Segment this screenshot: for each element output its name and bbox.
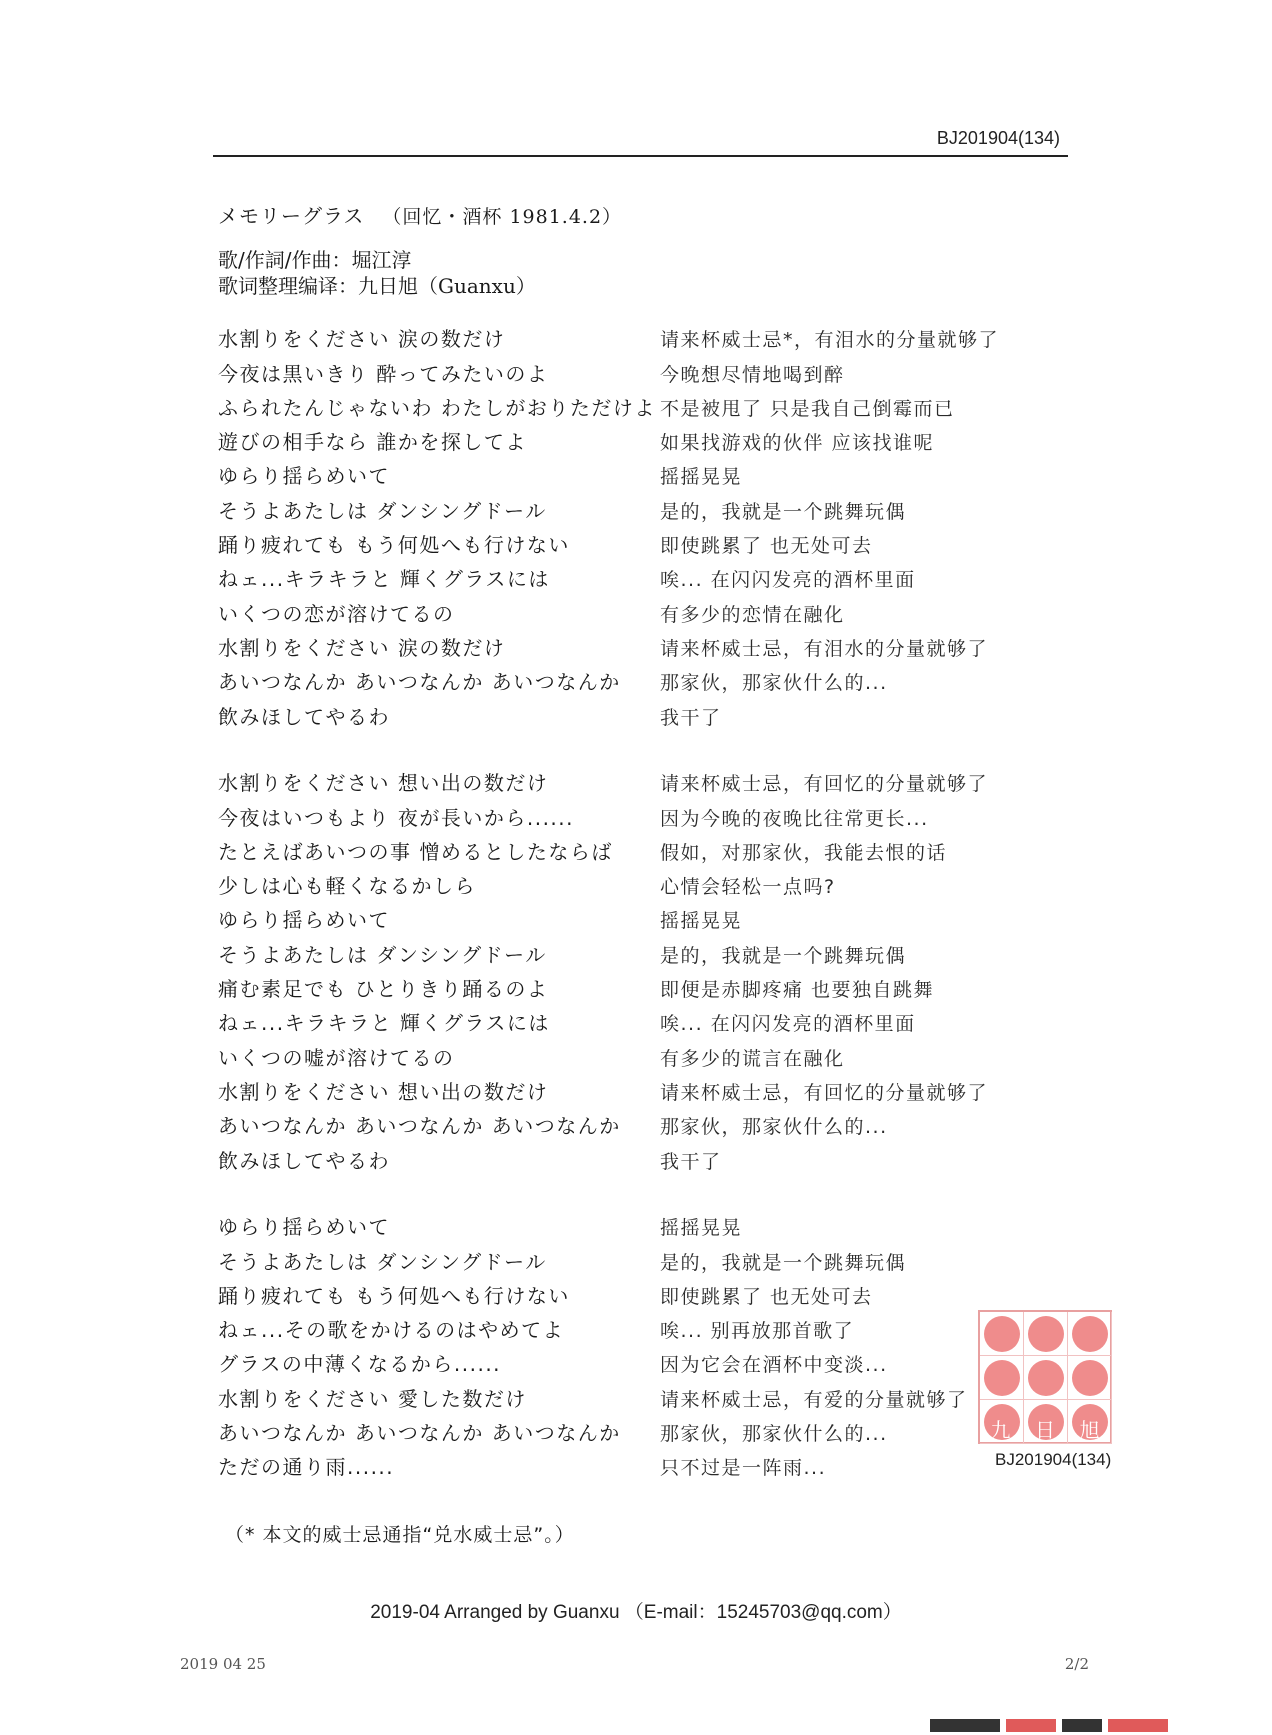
lyric-japanese: 遊びの相手なら 誰かを探してよ (218, 430, 527, 455)
lyric-japanese: グラスの中薄くなるから...... (218, 1352, 502, 1377)
page-number: 2/2 (1064, 1655, 1089, 1673)
lyric-line (218, 1313, 1018, 1347)
lyric-japanese: 踊り疲れても もう何処へも行けない (218, 1283, 570, 1308)
lyric-line (218, 1450, 1018, 1484)
lyric-chinese: 请来杯威士忌，有回忆的分量就够了 (660, 773, 989, 796)
seal-cell (980, 1312, 1024, 1356)
lyric-line (218, 1006, 1018, 1040)
lyric-line (218, 1143, 1018, 1177)
seal-cell (980, 1356, 1024, 1400)
lyric-chinese: 即使跳累了 也无处可去 (660, 535, 873, 558)
lyric-chinese: 即使跳累了 也无处可去 (660, 1285, 873, 1308)
lyric-chinese: 请来杯威士忌，有爱的分量就够了 (660, 1388, 968, 1411)
lyric-japanese: 水割りをください 涙の数だけ (218, 635, 506, 660)
seal-stamp-id: BJ201904(134) (995, 1450, 1112, 1469)
lyric-line (218, 800, 1018, 834)
credit-label: 歌/作詞/作曲： (218, 248, 352, 272)
lyric-chinese: 唉... 在闪闪发亮的酒杯里面 (660, 569, 916, 592)
seal-stamp-chars (978, 1414, 1112, 1443)
stanza-2 (218, 766, 1018, 1178)
lyric-line (218, 1244, 1018, 1278)
song-title (218, 200, 622, 229)
lyric-japanese: あいつなんか あいつなんか あいつなんか (218, 1421, 621, 1446)
lyric-japanese: そうよあたしは ダンシングドール (218, 942, 547, 967)
stanza-1 (218, 322, 1018, 734)
seal-cell (1024, 1312, 1068, 1356)
lyric-chinese: 不是被甩了 只是我自己倒霉而已 (660, 397, 955, 420)
lyric-chinese: 有多少的恋情在融化 (660, 603, 845, 626)
lyric-line (218, 493, 1018, 527)
lyric-chinese: 今晚想尽情地喝到醉 (660, 363, 845, 386)
lyric-chinese: 那家伙，那家伙什么的... (660, 1423, 888, 1446)
lyric-chinese: 因为它会在酒杯中变淡... (660, 1354, 888, 1377)
lyric-chinese: 心情会轻松一点吗? (660, 876, 836, 899)
lyric-japanese: 水割りをください 愛した数だけ (218, 1386, 527, 1411)
lyric-chinese: 是的，我就是一个跳舞玩偶 (660, 500, 907, 523)
lyric-line (218, 665, 1018, 699)
lyric-line (218, 1109, 1018, 1143)
lyric-japanese: ゆらり揺らめいて (218, 908, 390, 933)
seal-dot (984, 1316, 1020, 1352)
lyric-chinese: 是的，我就是一个跳舞玩偶 (660, 1251, 907, 1274)
lyric-japanese: そうよあたしは ダンシングドール (218, 498, 547, 523)
seal-char: 旭 (1079, 1418, 1100, 1442)
lyric-chinese: 因为今晚的夜晚比往常更长... (660, 807, 929, 830)
credit-value: 九日旭（Guanxu） (358, 274, 536, 298)
lyric-japanese: 今夜はいつもより 夜が長いから...... (218, 805, 575, 830)
seal-cell (1024, 1356, 1068, 1400)
lyric-line (218, 1416, 1018, 1450)
lyric-japanese: ふられたんじゃないわ わたしがおりただけよ (218, 395, 656, 420)
lyric-japanese: あいつなんか あいつなんか あいつなんか (218, 670, 621, 695)
print-date: 2019 04 25 (180, 1655, 266, 1673)
lyric-japanese: 痛む素足でも ひとりきり踊るのよ (218, 977, 549, 1002)
lyric-line (218, 322, 1018, 356)
lyric-japanese: いくつの恋が溶けてるの (218, 601, 455, 626)
lyric-line (218, 766, 1018, 800)
lyric-line (218, 1075, 1018, 1109)
lyric-line (218, 391, 1018, 425)
seal-char: 九 (990, 1418, 1011, 1442)
stanza-3 (218, 1210, 1018, 1484)
song-title-main: メモリーグラス (218, 204, 365, 228)
lyric-line (218, 459, 1018, 493)
lyric-japanese: 水割りをください 想い出の数だけ (218, 1079, 549, 1104)
lyric-chinese: 摇摇晃晃 (660, 466, 743, 489)
lyric-japanese: 水割りをください 涙の数だけ (218, 327, 506, 352)
lyric-chinese: 是的，我就是一个跳舞玩偶 (660, 944, 907, 967)
lyric-japanese: そうよあたしは ダンシングドール (218, 1249, 547, 1274)
lyric-chinese: 请来杯威士忌，有泪水的分量就够了 (660, 637, 989, 660)
lyric-chinese: 请来杯威士忌，有回忆的分量就够了 (660, 1081, 989, 1104)
bottom-logo-fragment (930, 1718, 1210, 1732)
credit-value: 堀江淳 (351, 248, 412, 272)
seal-char: 日 (1034, 1418, 1055, 1442)
lyric-line (218, 1347, 1018, 1381)
lyric-chinese: 即便是赤脚疼痛 也要独自跳舞 (660, 979, 935, 1002)
lyric-japanese: ねェ...キラキラと 輝くグラスには (218, 567, 550, 592)
seal-dot (984, 1360, 1020, 1396)
lyric-line (218, 425, 1018, 459)
lyric-line (218, 972, 1018, 1006)
footnote: （* 本文的威士忌通指“兑水威士忌”。） (225, 1524, 575, 1546)
lyric-chinese: 唉... 在闪闪发亮的酒杯里面 (660, 1013, 916, 1036)
lyric-chinese: 如果找游戏的伙伴 应该找谁呢 (660, 432, 935, 455)
seal-cell (1068, 1356, 1112, 1400)
credit-label: 歌词整理编译： (218, 274, 358, 298)
lyric-japanese: ゆらり揺らめいて (218, 1215, 390, 1240)
seal-dot (1028, 1360, 1064, 1396)
lyric-chinese: 有多少的谎言在融化 (660, 1047, 845, 1070)
lyric-japanese: あいつなんか あいつなんか あいつなんか (218, 1114, 621, 1139)
seal-dot (1072, 1316, 1108, 1352)
header-rule (213, 155, 1068, 157)
lyric-chinese: 那家伙，那家伙什么的... (660, 1116, 888, 1139)
lyric-japanese: 少しは心も軽くなるかしら (218, 874, 476, 899)
lyric-line (218, 631, 1018, 665)
lyric-japanese: ただの通り雨...... (218, 1455, 395, 1480)
lyric-chinese: 请来杯威士忌*，有泪水的分量就够了 (660, 329, 1000, 352)
lyric-line (218, 937, 1018, 971)
lyric-japanese: ねェ...その歌をかけるのはやめてよ (218, 1318, 565, 1343)
seal-dot (1028, 1316, 1064, 1352)
lyric-japanese: いくつの嘘が溶けてるの (218, 1045, 455, 1070)
lyric-chinese: 我干了 (660, 706, 722, 729)
lyric-chinese: 摇摇晃晃 (660, 1217, 743, 1240)
credit-line (218, 244, 411, 273)
lyric-line (218, 835, 1018, 869)
lyric-japanese: ゆらり揺らめいて (218, 464, 390, 489)
lyric-line (218, 356, 1018, 390)
lyric-chinese: 摇摇晃晃 (660, 910, 743, 933)
page-id: BJ201904(134) (936, 128, 1060, 148)
lyric-line (218, 528, 1018, 562)
lyric-line (218, 1040, 1018, 1074)
lyric-line (218, 1381, 1018, 1415)
lyric-japanese: 水割りをください 想い出の数だけ (218, 771, 549, 796)
lyric-line (218, 869, 1018, 903)
seal-dot (1072, 1360, 1108, 1396)
lyric-chinese: 我干了 (660, 1150, 722, 1173)
lyric-japanese: 踊り疲れても もう何処へも行けない (218, 533, 570, 558)
song-title-sub: （回忆・酒杯 1981.4.2） (382, 206, 623, 228)
lyric-line (218, 699, 1018, 733)
lyric-japanese: 今夜は黒いきり 酔ってみたいのよ (218, 361, 549, 386)
credit-line (218, 270, 536, 299)
lyric-japanese: ねェ...キラキラと 輝くグラスには (218, 1011, 550, 1036)
lyric-chinese: 假如，对那家伙，我能去恨的话 (660, 841, 948, 864)
lyric-chinese: 唉... 别再放那首歌了 (660, 1320, 855, 1343)
lyric-chinese: 那家伙，那家伙什么的... (660, 672, 888, 695)
lyric-line (218, 1279, 1018, 1313)
lyric-line (218, 562, 1018, 596)
lyric-japanese: たとえばあいつの事 憎めるとしたならば (218, 839, 613, 864)
lyric-line (218, 596, 1018, 630)
lyric-line (218, 903, 1018, 937)
lyric-chinese: 只不过是一阵雨... (660, 1457, 827, 1480)
seal-cell (1068, 1312, 1112, 1356)
lyric-line (218, 1210, 1018, 1244)
footer-credit: 2019-04 Arranged by Guanxu （E-mail：15245703@qq.com） (370, 1602, 902, 1623)
lyric-japanese: 飲みほしてやるわ (218, 1148, 390, 1173)
lyric-japanese: 飲みほしてやるわ (218, 704, 390, 729)
